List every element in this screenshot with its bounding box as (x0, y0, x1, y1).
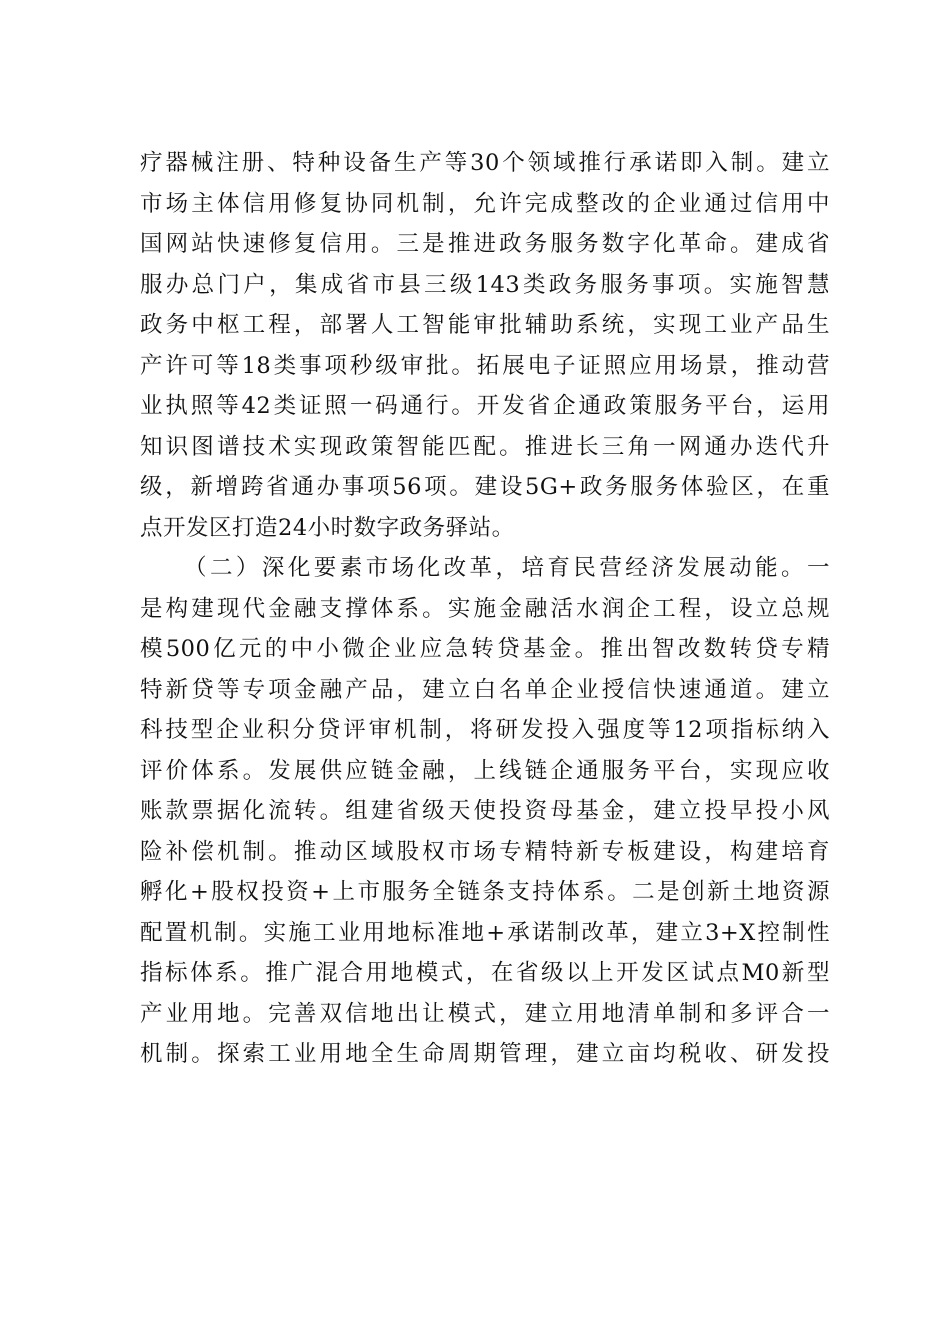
text-line: 政务中枢工程，部署人工智能审批辅助系统，实现工业产品生 (140, 312, 830, 338)
text-line: 产业用地。完善双信地出让模式，建立用地清单制和多评合一 (140, 1000, 830, 1027)
text-line: 业执照等42类证照一码通行。开发省企通政策服务平台，运用 (140, 393, 830, 419)
text-line: 产许可等18类事项秒级审批。拓展电子证照应用场景，推动营 (140, 352, 830, 379)
text-line: 是构建现代金融支撑体系。实施金融活水润企工程，设立总规 (140, 595, 830, 622)
text-line: 疗器械注册、特种设备生产等30个领域推行承诺即入制。建立 (140, 150, 830, 176)
text-line: 机制。探索工业用地全生命周期管理，建立亩均税收、研发投 (140, 1041, 830, 1067)
text-line: 级，新增跨省通办事项56项。建设5G+政务服务体验区，在重 (140, 474, 830, 500)
text-line: 账款票据化流转。组建省级天使投资母基金，建立投早投小风 (140, 798, 830, 824)
text-line: 指标体系。推广混合用地模式，在省级以上开发区试点M0新型 (140, 960, 830, 986)
text-line: 市场主体信用修复协同机制，允许完成整改的企业通过信用中 (140, 190, 830, 217)
body-text (140, 143, 830, 1075)
text-line: 配置机制。实施工业用地标准地+承诺制改革，建立3+X控制性 (140, 919, 830, 946)
text-line: 险补偿机制。推动区域股权市场专精特新专板建设，构建培育 (140, 838, 830, 865)
text-line: 孵化+股权投资+上市服务全链条支持体系。二是创新土地资源 (140, 879, 830, 905)
text-line: 知识图谱技术实现政策智能匹配。推进长三角一网通办迭代升 (140, 433, 830, 460)
text-line: 服办总门户，集成省市县三级143类政务服务事项。实施智慧 (140, 271, 830, 298)
text-line: 科技型企业积分贷评审机制，将研发投入强度等12项指标纳入 (140, 717, 830, 743)
text-line: 国网站快速修复信用。三是推进政务服务数字化革命。建成省 (140, 231, 830, 257)
section-heading-line: （二）深化要素市场化改革，培育民营经济发展动能。一 (184, 555, 830, 581)
text-line: 特新贷等专项金融产品，建立白名单企业授信快速通道。建立 (140, 676, 830, 703)
text-line: 模500亿元的中小微企业应急转贷基金。推出智改数转贷专精 (140, 636, 830, 662)
text-line: 评价体系。发展供应链金融，上线链企通服务平台，实现应收 (140, 757, 830, 784)
text-line: 点开发区打造24小时数字政务驿站。 (140, 514, 515, 541)
